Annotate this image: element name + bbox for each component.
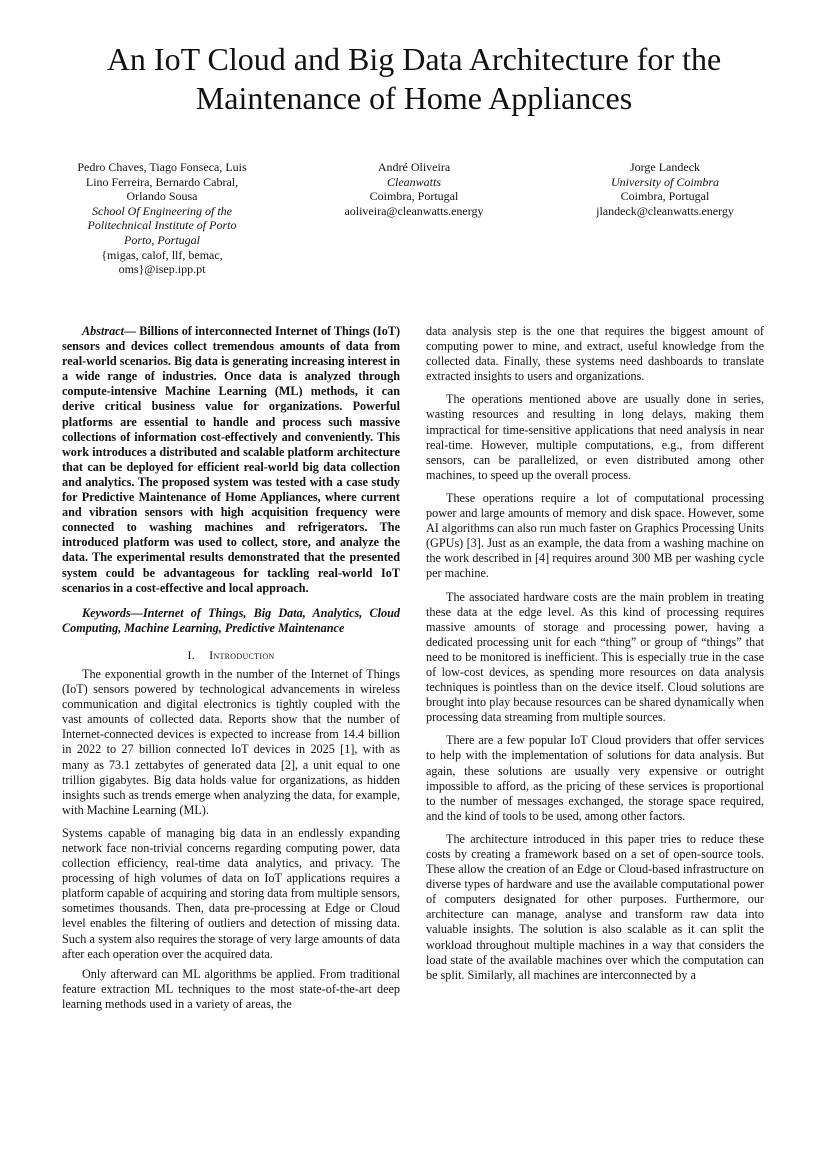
section-heading — [62, 648, 400, 663]
author-email: {migas, calof, llf, bemac, — [101, 247, 223, 262]
author-email: jlandeck@cleanwatts.energy — [596, 203, 734, 218]
paragraph: The associated hardware costs are the main problem in treating these data at the edge level. As this kind of processing requires massive amounts of storage and processing power, having a dedicated processing unit for each “thing” or group of “things” that need to be monitored is inefficient. This is especially true in the case of low-cost devices, as spending more resources on data analysis techniques is pointless than on the device itself. Cloud solutions are brought into play because resources can be shared dynamically when processing data streaming from multiple sources. — [426, 589, 764, 725]
right-column — [426, 324, 764, 983]
paragraph: Systems capable of managing big data in an endlessly expanding network face non-trivial concerns regarding computing power, data collection efficiency, real-time data analytics, and privacy. The processing of high volumes of data on IoT applications requires a platform capable of acquiring and storing data from multiple sensors, sometimes thousands. Then, data pre-processing at Edge or Cloud level enables the filtering of outliers and detection of missing data. Such a system also requires the storage of very large amounts of data after each operation over the acquired data. — [62, 825, 400, 961]
title-line-2: Maintenance of Home Appliances — [195, 80, 633, 116]
author-block-3 — [565, 160, 765, 218]
paragraph: There are a few popular IoT Cloud providers that offer services to help with the implementation of solutions for data analysis. But again, these solutions are usually very expensive or outright impossible to afford, as the pricing of these services is proportional to the number of messages exchanged, the storage space required, and the kind of tools to be used, among other factors. — [426, 733, 764, 823]
author-name: Lino Ferreira, Bernardo Cabral, — [85, 174, 239, 189]
title-line-1: An IoT Cloud and Big Data Architecture for the — [106, 41, 722, 77]
paper-title — [40, 40, 788, 118]
author-name: Pedro Chaves, Tiago Fonseca, Luis — [77, 160, 247, 174]
keywords-label: Keywords— — [82, 605, 143, 620]
paragraph: The exponential growth in the number of the Internet of Things (IoT) sensors powered by technological advancements in wireless communication and digital electronics is tightly coupled with the vast amounts of collected data. Reports show that the number of Internet-connected devices is expected to increase from 14.4 billion in 2022 to 27 billion connected IoT devices in 2025 [1], with as many as 73.1 zettabytes of generated data [2], a unit equal to one trillion gigabytes. Big data holds value for organizations, as hidden insights such as trends emerge when analyzing the data, for example, with Machine Learning (ML). — [62, 666, 400, 817]
author-affiliation: Cleanwatts — [386, 174, 441, 189]
author-block-1 — [62, 160, 262, 277]
author-email: oms}@isep.ipp.pt — [118, 262, 206, 277]
author-location: Coimbra, Portugal — [620, 189, 710, 204]
author-name: Jorge Landeck — [629, 160, 701, 174]
abstract-text: Billions of interconnected Internet of Things (IoT) sensors and devices collect tremendous amounts of data from real-world scenarios. Big data is generating increasing interest in a wide range of industries. Once data is analyzed through compute-intensive Machine Learning (ML) methods, it can derive critical business value for organizations. Powerful platforms are essential to handle and process such massive collections of information cost-effectively and conveniently. This work introduces a distributed and scalable platform architecture that can be deployed for efficient real-world big data collection and analytics. The proposed system was tested with a case study for Predictive Maintenance of Home Appliances, where current and vibration sensors with high acquisition frequency were connected to washing machines and refrigerators. The introduced platform was used to collect, store, and analyze the data. The experimental results demonstrated that the presented system could be advantageous for tackling real-world IoT scenarios in a cost-effective and local approach. — [62, 324, 400, 595]
section-number: I. — [187, 647, 196, 662]
author-affiliation: School Of Engineering of the — [92, 203, 232, 218]
author-email: aoliveira@cleanwatts.energy — [344, 203, 484, 218]
paragraph: data analysis step is the one that requires the biggest amount of computing power to mine, and extract, useful knowledge from the collected data. Finally, these systems need dashboards to translate extracted insights to users and organizations. — [426, 324, 764, 384]
paragraph: The operations mentioned above are usually done in series, wasting resources and resulting in long delays, making them impractical for time-sensitive applications that need analysis in near real-time. However, multiple computations, e.g., from different sensors, can be parallelized, or even distributed among other machines, to speed up the overall process. — [426, 392, 764, 482]
author-affiliation: Politechnical Institute of Porto — [87, 218, 237, 233]
paragraph: The architecture introduced in this paper tries to reduce these costs by creating a framework based on a set of open-source tools. These allow the creation of an Edge or Cloud-based infrastructure on diverse types of hardware and use the available computational power of computers designated for other purposes. Furthermore, our architecture can manage, analyse and transform raw data into valuable insights. The solution is also scalable as it can split the workload throughout multiple machines in a way that considers the load state of the available machines over which the computation can be split. Similarly, all machines are interconnected by a — [426, 831, 764, 982]
keywords — [62, 606, 400, 636]
section-title: Introduction — [209, 647, 275, 662]
author-block-2 — [314, 160, 514, 218]
abstract-label: Abstract— — [82, 324, 137, 338]
author-name: André Oliveira — [377, 160, 451, 174]
keywords-text: Internet of Things, Big Data, Analytics, Cloud Computing, Machine Learning, Predictive Maintenance — [62, 605, 400, 635]
paragraph: These operations require a lot of computational processing power and large amounts of memory and disk space. However, some AI algorithms can also run much faster on Graphics Processing Units (GPUs) [3]. Just as an example, the data from a washing machine on the work described in [4] requires around 300 MB per washing cycle per machine. — [426, 490, 764, 581]
author-location: Coimbra, Portugal — [369, 189, 459, 204]
paragraph: Only afterward can ML algorithms be applied. From traditional feature extraction ML techniques to the most state-of-the-art deep learning methods used in a variety of areas, the — [62, 966, 400, 1011]
left-column — [62, 324, 400, 1012]
author-affiliation: University of Coimbra — [611, 174, 719, 189]
author-affiliation: Porto, Portugal — [123, 232, 200, 247]
abstract — [62, 324, 400, 596]
author-name: Orlando Sousa — [126, 189, 198, 204]
